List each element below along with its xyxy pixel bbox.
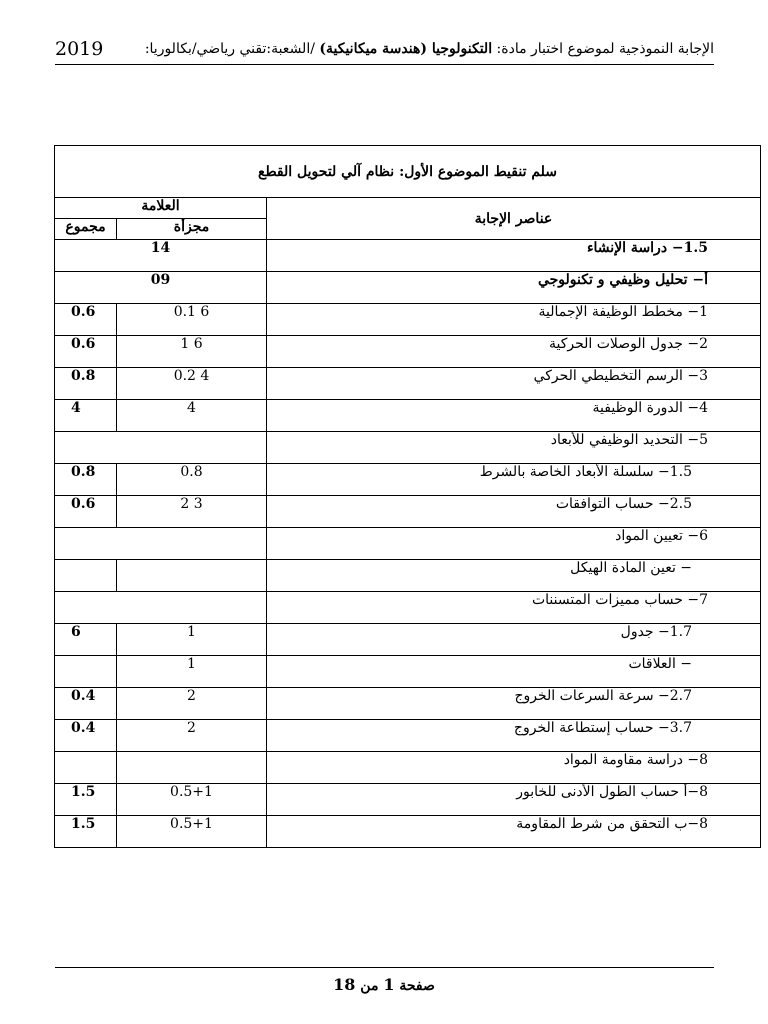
footer-divider (55, 967, 714, 968)
total-mark-cell: 0.6 (55, 304, 117, 336)
partial-mark-cell: 1 6 (117, 336, 267, 368)
partial-mark-cell: 1 (117, 656, 267, 688)
table-title: سلم تنقيط الموضوع الأول: نظام آلي لتحويل القطع (55, 146, 761, 198)
answer-element-cell: 1.5− دراسة الإنشاء (267, 240, 761, 272)
total-mark-cell: 1.5 (55, 816, 117, 848)
partial-mark-cell: 4 (117, 400, 267, 432)
answer-element-cell: 1.7− جدول (267, 624, 761, 656)
answer-element-cell: 6− تعيين المواد (267, 528, 761, 560)
exam-year: 2019 (55, 38, 104, 60)
table-row (55, 368, 761, 400)
answer-element-cell: 1− مخطط الوظيفة الإجمالية (267, 304, 761, 336)
total-pages: 18 (333, 975, 356, 994)
answer-element-cell: 2.7− سرعة السرعات الخروج (267, 688, 761, 720)
partial-mark-cell: 0.1 6 (117, 304, 267, 336)
table-row (55, 592, 761, 624)
section-mark-cell (55, 528, 267, 560)
answer-element-cell: − العلاقات (267, 656, 761, 688)
table-row (55, 400, 761, 432)
answer-element-cell: 2− جدول الوصلات الحركية (267, 336, 761, 368)
answer-element-cell: 8−أ حساب الطول الأدنى للخابور (267, 784, 761, 816)
table-row (55, 336, 761, 368)
total-mark-cell: 0.4 (55, 720, 117, 752)
partial-mark-cell: 1 (117, 624, 267, 656)
mark-header: العلامة (55, 198, 267, 219)
total-mark-cell: 0.8 (55, 464, 117, 496)
section-mark-cell (55, 592, 267, 624)
header-subject: التكنولوجيا (هندسة ميكانيكية) (319, 41, 493, 57)
answer-element-cell: 2.5− حساب التوافقات (267, 496, 761, 528)
answer-element-cell: أ− تحليل وظيفي و تكنولوجي (267, 272, 761, 304)
partial-mark-cell: 0.2 4 (117, 368, 267, 400)
total-mark-cell: 0.8 (55, 368, 117, 400)
grading-rows (55, 240, 761, 848)
page-number: 1 (383, 975, 395, 994)
table-row (55, 624, 761, 656)
total-mark-cell: 4 (55, 400, 117, 432)
total-mark-cell: 1.5 (55, 784, 117, 816)
table-row (55, 656, 761, 688)
table-row (55, 720, 761, 752)
partial-mark-cell: 2 (117, 688, 267, 720)
of-word: من (360, 978, 379, 994)
total-mark-cell (55, 656, 117, 688)
partial-mark-cell: 2 3 (117, 496, 267, 528)
page-header (55, 34, 714, 65)
table-row (55, 816, 761, 848)
answer-element-cell: 8− دراسة مقاومة المواد (267, 752, 761, 784)
header-suffix: /الشعبة:تقني رياضي/بكالوريا: (144, 41, 320, 57)
partial-header: مجزأة (117, 219, 267, 240)
partial-mark-cell (117, 752, 267, 784)
answer-element-cell: − تعين المادة الهيكل (267, 560, 761, 592)
table-row (55, 688, 761, 720)
table-row (55, 784, 761, 816)
partial-mark-cell: 0.8 (117, 464, 267, 496)
total-mark-cell: 6 (55, 624, 117, 656)
section-mark-cell: 09 (55, 272, 267, 304)
table-row (55, 496, 761, 528)
page-footer (0, 975, 768, 994)
answer-element-cell: 4− الدورة الوظيفية (267, 400, 761, 432)
answer-element-cell: 3.7− حساب إستطاعة الخروج (267, 720, 761, 752)
table-row (55, 464, 761, 496)
answer-element-cell: 7− حساب مميزات المتسننات (267, 592, 761, 624)
total-mark-cell: 0.6 (55, 496, 117, 528)
total-mark-cell: 0.4 (55, 688, 117, 720)
table-title-row (55, 146, 761, 198)
header-prefix: الإجابة النموذجية لموضوع اختبار مادة: (492, 41, 714, 57)
answer-element-cell: 5− التحديد الوظيفي للأبعاد (267, 432, 761, 464)
partial-mark-cell (117, 560, 267, 592)
table-row (55, 752, 761, 784)
partial-mark-cell: 0.5+1 (117, 784, 267, 816)
table-row (55, 240, 761, 272)
page-word: صفحة (399, 978, 435, 994)
answer-element-cell: 8−ب التحقق من شرط المقاومة (267, 816, 761, 848)
total-mark-cell (55, 560, 117, 592)
answer-element-cell: 1.5− سلسلة الأبعاد الخاصة بالشرط (267, 464, 761, 496)
total-header: مجموع (55, 219, 117, 240)
total-mark-cell: 0.6 (55, 336, 117, 368)
header-row-1 (55, 198, 761, 219)
section-mark-cell: 14 (55, 240, 267, 272)
partial-mark-cell: 2 (117, 720, 267, 752)
total-mark-cell (55, 752, 117, 784)
exam-subject-line (145, 41, 714, 57)
answer-element-cell: 3− الرسم التخطيطي الحركي (267, 368, 761, 400)
answer-elements-header: عناصر الإجابة (267, 198, 761, 240)
section-mark-cell (55, 432, 267, 464)
table-row (55, 304, 761, 336)
partial-mark-cell: 0.5+1 (117, 816, 267, 848)
table-row (55, 528, 761, 560)
table-row (55, 272, 761, 304)
grading-table (54, 145, 761, 848)
table-row (55, 432, 761, 464)
table-row (55, 560, 761, 592)
